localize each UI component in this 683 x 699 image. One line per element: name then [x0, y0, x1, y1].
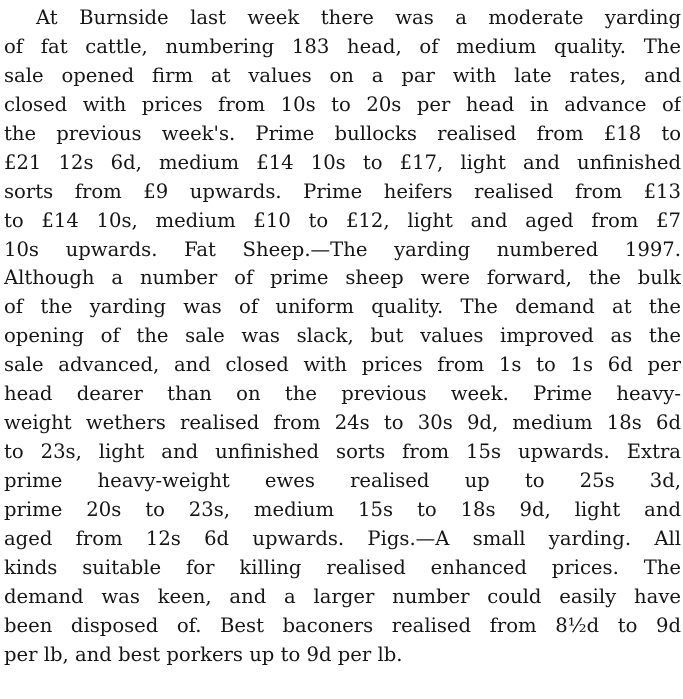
article-line: to £14 10s, medium £10 to £12, light and aged from £7 — [4, 208, 681, 232]
article-line: sale opened firm at values on a par with late rates, and — [4, 63, 681, 87]
article-line: to 23s, light and unfinished sorts from 15s upwards. Extra — [4, 440, 681, 464]
article-line: head dearer than on the previous week. Prime heavy- — [4, 382, 681, 406]
article-line: closed with prices from 10s to 20s per head in advance of — [4, 92, 681, 116]
article-line: 10s upwards. Fat Sheep.—The yarding numbered 1997. — [4, 237, 681, 261]
article-line: demand was keen, and a larger number could easily have — [4, 584, 681, 608]
article-body — [4, 4, 681, 670]
article-line: aged from 12s 6d upwards. Pigs.—A small yarding. All — [4, 526, 681, 550]
article-line: At Burnside last week there was a moderate yarding — [36, 6, 681, 29]
article-line: per lb, and best porkers up to 9d per lb. — [4, 642, 403, 666]
article-line: been disposed of. Best baconers realised from 8½d to 9d — [4, 613, 681, 637]
article-line: £21 12s 6d, medium £14 10s to £17, light and unfinished — [4, 150, 681, 174]
article-line: sale advanced, and closed with prices from 1s to 1s 6d per — [4, 353, 681, 377]
article-line: opening of the sale was slack, but values improved as the — [4, 324, 681, 348]
article-line: the previous week's. Prime bullocks realised from £18 to — [4, 121, 681, 145]
article-line: weight wethers realised from 24s to 30s 9d, medium 18s 6d — [4, 411, 681, 435]
article-line: prime heavy-weight ewes realised up to 25s 3d, — [4, 469, 681, 492]
article-line: kinds suitable for killing realised enhanced prices. The — [4, 555, 681, 579]
article-line: sorts from £9 upwards. Prime heifers realised from £13 — [4, 179, 681, 203]
article-line: prime 20s to 23s, medium 15s to 18s 9d, light and — [4, 497, 681, 521]
article-line: of the yarding was of uniform quality. The demand at the — [4, 295, 681, 319]
article-line: Although a number of prime sheep were forward, the bulk — [4, 266, 681, 290]
article-line: of fat cattle, numbering 183 head, of medium quality. The — [4, 34, 681, 58]
